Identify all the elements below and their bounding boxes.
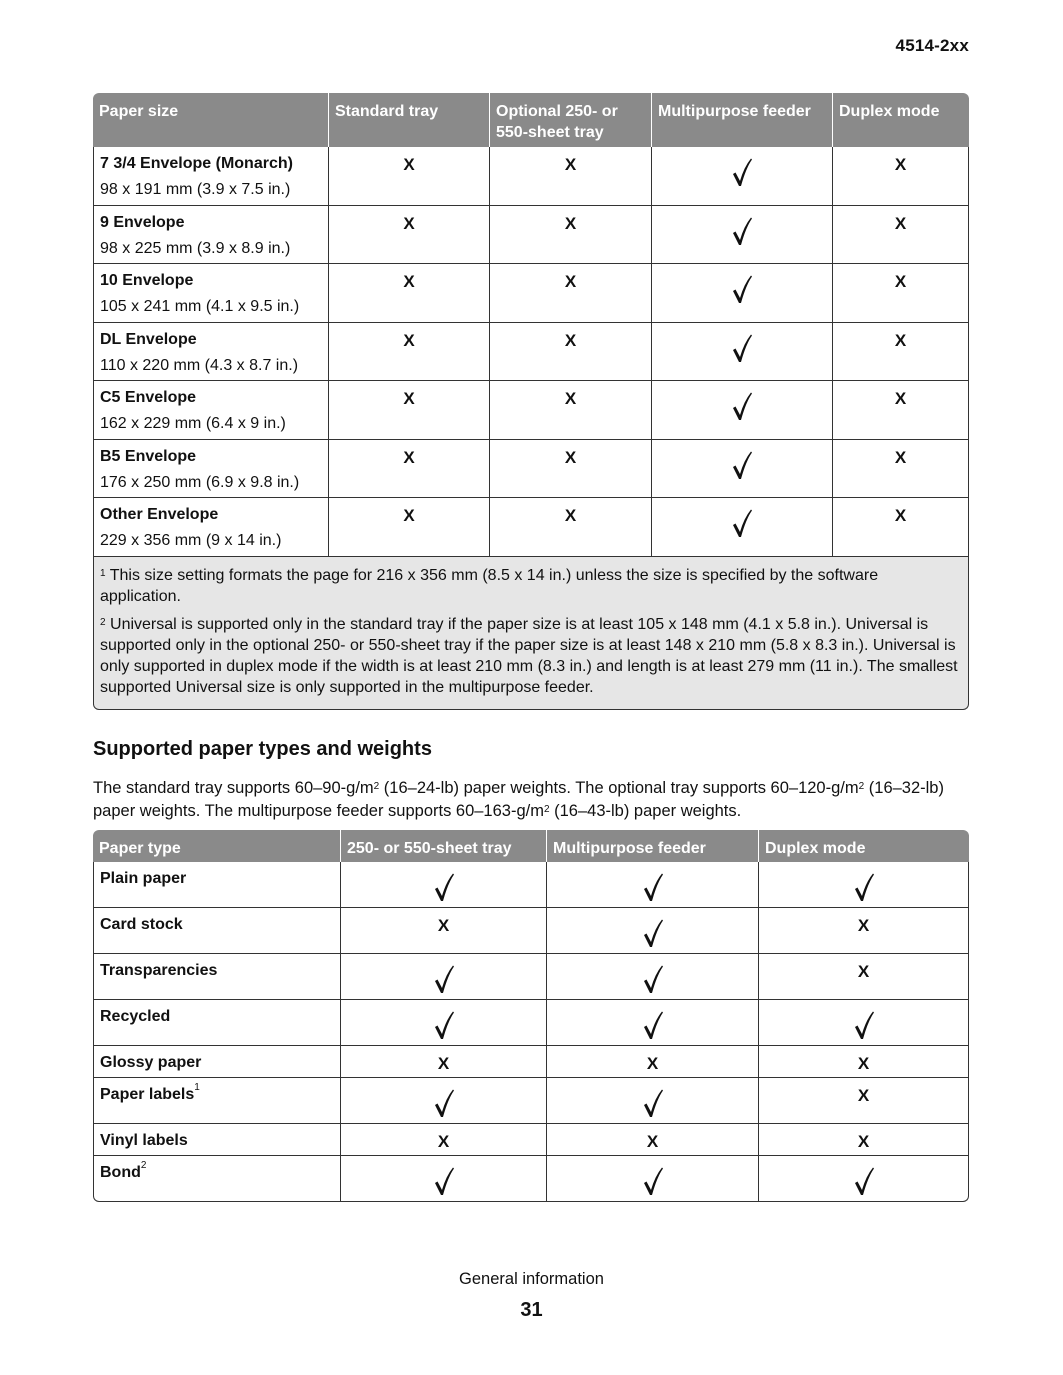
intro-sup: 2 (543, 804, 550, 815)
unsupported-cell (329, 498, 490, 557)
col-header: Multipurpose feeder (652, 93, 833, 147)
supported-cell (547, 908, 759, 954)
unsupported-cell (490, 498, 652, 557)
paper-type-cell (93, 862, 341, 908)
supported-cell (652, 206, 833, 265)
section-heading: Supported paper types and weights (93, 738, 432, 760)
supported-cell (652, 498, 833, 557)
paper-size-cell (93, 206, 329, 265)
unsupported-cell (490, 147, 652, 206)
notes-row (93, 557, 969, 710)
checkmark-icon (731, 274, 753, 304)
table-row (93, 206, 969, 265)
unsupported-cell (759, 908, 969, 954)
supported-cell (652, 440, 833, 499)
table-row (93, 264, 969, 323)
table-row (93, 1124, 969, 1156)
x-mark: X (437, 916, 450, 935)
footnote-ref: 1 (194, 1082, 200, 1093)
paper-type-name: Vinyl labels (100, 1132, 188, 1149)
col-header: Paper type (93, 830, 341, 862)
checkmark-icon (642, 918, 664, 948)
checkmark-icon (433, 872, 455, 902)
table-row (93, 1000, 969, 1046)
checkmark-icon (433, 1010, 455, 1040)
footnote-ref: 1 (100, 567, 106, 579)
paper-size-cell (93, 381, 329, 440)
x-mark: X (403, 447, 415, 467)
supported-cell (341, 1156, 547, 1202)
x-mark: X (403, 155, 415, 174)
checkmark-icon (731, 216, 753, 246)
footnote-text: Universal is supported only in the standard tray if the paper size is at least 105 x 148 mm (4.1 x 5.8 in.). Universal is supported only in the optional 250- or 550-sheet tray if the paper size is at least 148 x 210 mm (5.8 x 8.3 in.). Universal is only supported in duplex mode if the width is at least 210 mm (8.3 in.) and length is at least 279 mm (11 in.). The smallest supported Universal size is only supported in the multipurpose feeder. (100, 615, 958, 696)
checkmark-icon (853, 872, 875, 902)
unsupported-cell (329, 440, 490, 499)
unsupported-cell (329, 264, 490, 323)
table-row (93, 323, 969, 382)
x-mark: X (894, 272, 907, 291)
paper-size-dimensions: 110 x 220 mm (4.3 x 8.7 in.) (100, 356, 299, 374)
paper-type-cell (93, 954, 341, 1000)
x-mark: X (857, 1086, 870, 1105)
col-header: Duplex mode (759, 830, 969, 862)
paper-type-cell (93, 1046, 341, 1078)
unsupported-cell (547, 1124, 759, 1156)
unsupported-cell (490, 264, 652, 323)
paper-size-cell (93, 440, 329, 499)
checkmark-icon (642, 1166, 664, 1196)
unsupported-cell (329, 381, 490, 440)
supported-cell (341, 1078, 547, 1124)
paper-type-cell (93, 1078, 341, 1124)
paper-size-header-row (93, 93, 969, 147)
paper-size-name: C5 Envelope (100, 389, 197, 406)
intro-text: (16–43-lb) paper weights. (549, 802, 742, 820)
unsupported-cell (490, 206, 652, 265)
paper-type-name: Glossy paper (100, 1054, 202, 1071)
paper-size-cell (93, 498, 329, 557)
checkmark-icon (731, 391, 753, 421)
unsupported-cell (329, 323, 490, 382)
col-header: Optional 250- or 550-sheet tray (490, 93, 652, 147)
x-mark: X (437, 1054, 450, 1073)
checkmark-icon (853, 1010, 875, 1040)
unsupported-cell (341, 1046, 547, 1078)
table-row (93, 147, 969, 206)
supported-cell (341, 954, 547, 1000)
table-row (93, 1046, 969, 1078)
supported-cell (547, 862, 759, 908)
paper-size-cell (93, 147, 329, 206)
x-mark: X (564, 330, 577, 350)
paper-type-name: Transparencies (100, 962, 218, 979)
checkmark-icon (433, 964, 455, 994)
paper-type-cell (93, 1124, 341, 1156)
supported-cell (759, 1156, 969, 1202)
paper-type-name: Bond (100, 1164, 141, 1181)
x-mark: X (403, 272, 415, 291)
unsupported-cell (759, 1078, 969, 1124)
paper-size-name: 9 Envelope (100, 213, 185, 231)
unsupported-cell (490, 323, 652, 382)
paper-type-name: Recycled (100, 1008, 171, 1025)
supported-cell (652, 381, 833, 440)
supported-cell (652, 264, 833, 323)
x-mark: X (894, 155, 907, 174)
paper-type-cell (93, 1156, 341, 1202)
checkmark-icon (731, 157, 753, 187)
paper-size-dimensions: 98 x 225 mm (3.9 x 8.9 in.) (100, 239, 291, 257)
supported-cell (341, 862, 547, 908)
footnote-1 (100, 565, 962, 607)
paper-size-dimensions: 229 x 356 mm (9 x 14 in.) (100, 532, 282, 549)
x-mark: X (894, 330, 907, 350)
unsupported-cell (490, 440, 652, 499)
x-mark: X (564, 272, 577, 291)
x-mark: X (894, 447, 907, 467)
paper-size-name: 10 Envelope (100, 272, 194, 289)
x-mark: X (857, 1132, 870, 1151)
unsupported-cell (833, 206, 969, 265)
col-header: 250- or 550-sheet tray (341, 830, 547, 862)
checkmark-icon (642, 1088, 664, 1118)
x-mark: X (403, 389, 415, 408)
x-mark: X (403, 506, 415, 525)
x-mark: X (403, 213, 415, 233)
intro-sup: 2 (858, 781, 865, 792)
checkmark-icon (731, 450, 753, 480)
paper-size-dimensions: 176 x 250 mm (6.9 x 9.8 in.) (100, 473, 300, 491)
paper-size-cell (93, 323, 329, 382)
paper-size-name: B5 Envelope (100, 447, 197, 465)
x-mark: X (646, 1132, 659, 1151)
intro-text: (16–32-lb) paper weights. The multipurpose feeder supports 60–163-g/m (93, 779, 944, 820)
checkmark-icon (731, 508, 753, 538)
col-header: Paper size (93, 93, 329, 147)
x-mark: X (894, 506, 907, 525)
checkmark-icon (853, 1166, 875, 1196)
table-row (93, 954, 969, 1000)
section-intro (93, 777, 973, 823)
table-row (93, 862, 969, 908)
unsupported-cell (759, 954, 969, 1000)
x-mark: X (857, 1054, 870, 1073)
x-mark: X (564, 389, 577, 408)
footer-section-title: General information (459, 1270, 604, 1288)
paper-size-dimensions: 105 x 241 mm (4.1 x 9.5 in.) (100, 298, 300, 315)
paper-size-name: Other Envelope (100, 506, 219, 523)
intro-text: (16–24-lb) paper weights. The optional tray supports 60–120-g/m (379, 779, 859, 797)
table-row (93, 381, 969, 440)
checkmark-icon (433, 1088, 455, 1118)
paper-type-header-row (93, 830, 969, 862)
checkmark-icon (642, 1010, 664, 1040)
supported-cell (759, 1000, 969, 1046)
intro-sup: 2 (373, 781, 380, 792)
supported-cell (652, 147, 833, 206)
col-header: Multipurpose feeder (547, 830, 759, 862)
x-mark: X (564, 155, 577, 174)
checkmark-icon (433, 1166, 455, 1196)
unsupported-cell (547, 1046, 759, 1078)
supported-cell (547, 1078, 759, 1124)
model-number: 4514-2xx (895, 36, 969, 55)
unsupported-cell (759, 1124, 969, 1156)
unsupported-cell (759, 1046, 969, 1078)
table-row (93, 908, 969, 954)
unsupported-cell (833, 264, 969, 323)
supported-cell (652, 323, 833, 382)
table-row (93, 440, 969, 499)
x-mark: X (894, 389, 907, 408)
footnote-ref: 2 (140, 1160, 147, 1171)
paper-size-name: 7 3/4 Envelope (Monarch) (100, 155, 293, 172)
page-number: 31 (520, 1299, 543, 1321)
paper-type-cell (93, 908, 341, 954)
unsupported-cell (329, 147, 490, 206)
paper-size-dimensions: 162 x 229 mm (6.4 x 9 in.) (100, 415, 286, 432)
x-mark: X (646, 1054, 659, 1073)
table-row (93, 1078, 969, 1124)
unsupported-cell (833, 147, 969, 206)
paper-size-table (93, 93, 969, 710)
checkmark-icon (642, 964, 664, 994)
x-mark: X (564, 213, 577, 233)
footnotes (93, 557, 969, 710)
paper-type-name: Card stock (100, 916, 183, 933)
footnote-2 (100, 614, 962, 698)
unsupported-cell (341, 908, 547, 954)
x-mark: X (403, 330, 415, 350)
paper-size-name: DL Envelope (100, 330, 197, 348)
unsupported-cell (490, 381, 652, 440)
footnote-ref: 2 (100, 616, 106, 628)
checkmark-icon (642, 872, 664, 902)
x-mark: X (564, 447, 577, 467)
table-row (93, 498, 969, 557)
unsupported-cell (833, 498, 969, 557)
unsupported-cell (833, 440, 969, 499)
paper-type-table (93, 830, 969, 1202)
x-mark: X (857, 962, 870, 981)
x-mark: X (857, 916, 870, 935)
unsupported-cell (833, 323, 969, 382)
paper-type-cell (93, 1000, 341, 1046)
supported-cell (547, 1000, 759, 1046)
footnote-text: This size setting formats the page for 216 x 356 mm (8.5 x 14 in.) unless the size is specified by the software application. (100, 566, 879, 605)
paper-size-dimensions: 98 x 191 mm (3.9 x 7.5 in.) (100, 181, 291, 198)
table-row (93, 1156, 969, 1202)
x-mark: X (894, 213, 907, 233)
unsupported-cell (329, 206, 490, 265)
x-mark: X (437, 1132, 450, 1151)
col-header: Duplex mode (833, 93, 969, 147)
supported-cell (759, 862, 969, 908)
paper-type-name: Paper labels (100, 1086, 195, 1103)
intro-text: The standard tray supports 60–90-g/m (93, 779, 374, 797)
supported-cell (547, 1156, 759, 1202)
checkmark-icon (731, 333, 753, 363)
supported-cell (547, 954, 759, 1000)
col-header: Standard tray (329, 93, 490, 147)
unsupported-cell (833, 381, 969, 440)
x-mark: X (564, 506, 577, 525)
unsupported-cell (341, 1124, 547, 1156)
paper-size-cell (93, 264, 329, 323)
paper-type-name: Plain paper (100, 870, 187, 887)
supported-cell (341, 1000, 547, 1046)
